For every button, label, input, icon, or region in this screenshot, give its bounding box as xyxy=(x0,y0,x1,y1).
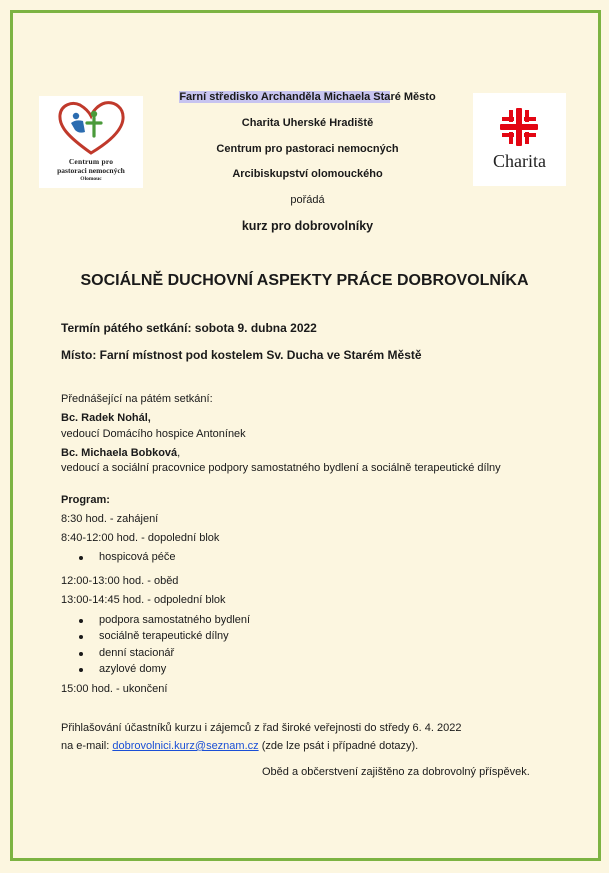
page-title: SOCIÁLNĚ DUCHOVNÍ ASPEKTY PRÁCE DOBROVOLNÍKA xyxy=(80,272,529,289)
speaker-2-role: vedoucí a sociální pracovnice podpory samostatného bydlení a sociálně terapeutické dílny xyxy=(61,462,501,474)
heart-logo-icon xyxy=(39,96,143,158)
speaker-2-name: Bc. Michaela Bobková xyxy=(61,447,178,459)
header-line-1-rest: ré Město xyxy=(390,91,436,103)
registration-text: Přihlašování účastníků kurzu i zájemců z řad široké veřejnosti do středy 6. 4. 2022 xyxy=(61,722,462,734)
charita-brand-text: Charita xyxy=(493,151,546,171)
meeting-term: Termín pátého setkání: sobota 9. dubna 2022 xyxy=(61,321,317,335)
speaker-2-comma: , xyxy=(177,447,181,459)
header-line-2: Charita Uherské Hradiště xyxy=(241,117,374,129)
header-highlight: Farní středisko Archanděla Michaela Sta xyxy=(179,91,391,103)
meeting-place: Místo: Farní místnost pod kostelem Sv. Ducha ve Starém Městě xyxy=(61,348,422,362)
speaker-2-name-line xyxy=(61,447,180,459)
program-subitem: hospicová péče xyxy=(80,551,175,563)
charita-cross-icon xyxy=(499,107,539,147)
header-line-1 xyxy=(145,91,470,103)
program-item: 8:40-12:00 hod. - dopolední blok xyxy=(61,532,220,544)
logo-left-line1: Centrum pro xyxy=(68,157,114,166)
speaker-1-role: vedoucí Domácího hospice Antonínek xyxy=(61,428,246,440)
header-line-6: kurz pro dobrovolníky xyxy=(241,219,374,233)
centrum-logo xyxy=(39,96,143,188)
program-item: 13:00-14:45 hod. - odpolední blok xyxy=(61,594,226,606)
header-line-3: Centrum pro pastoraci nemocných xyxy=(216,143,399,155)
program-subitem: denní stacionář xyxy=(80,647,174,659)
program-item: 8:30 hod. - zahájení xyxy=(61,513,159,525)
email-prefix: na e-mail: xyxy=(61,740,113,752)
program-item: 15:00 hod. - ukončení xyxy=(61,683,168,695)
charita-logo xyxy=(473,93,566,186)
speaker-1-name: Bc. Radek Nohál, xyxy=(61,412,151,424)
logo-left-line3: Olomouc xyxy=(80,176,102,182)
email-link[interactable]: dobrovolnici.kurz@seznam.cz xyxy=(112,740,259,752)
program-subitem: azylové domy xyxy=(80,663,166,675)
header-line-4: Arcibiskupství olomouckého xyxy=(232,168,383,180)
program-label: Program: xyxy=(61,494,110,506)
lunch-note: Oběd a občerstvení zajištěno za dobrovolný příspěvek. xyxy=(262,766,530,778)
email-suffix: (zde lze psát i případné dotazy). xyxy=(258,740,419,752)
header-line-5: pořádá xyxy=(290,194,325,206)
email-line xyxy=(61,740,418,752)
speakers-intro: Přednášející na pátém setkání: xyxy=(61,393,213,405)
program-subitem: sociálně terapeutické dílny xyxy=(80,630,229,642)
program-subitem: podpora samostatného bydlení xyxy=(80,614,250,626)
program-item: 12:00-13:00 hod. - oběd xyxy=(61,575,179,587)
logo-left-line2: pastoraci nemocných xyxy=(57,166,125,175)
